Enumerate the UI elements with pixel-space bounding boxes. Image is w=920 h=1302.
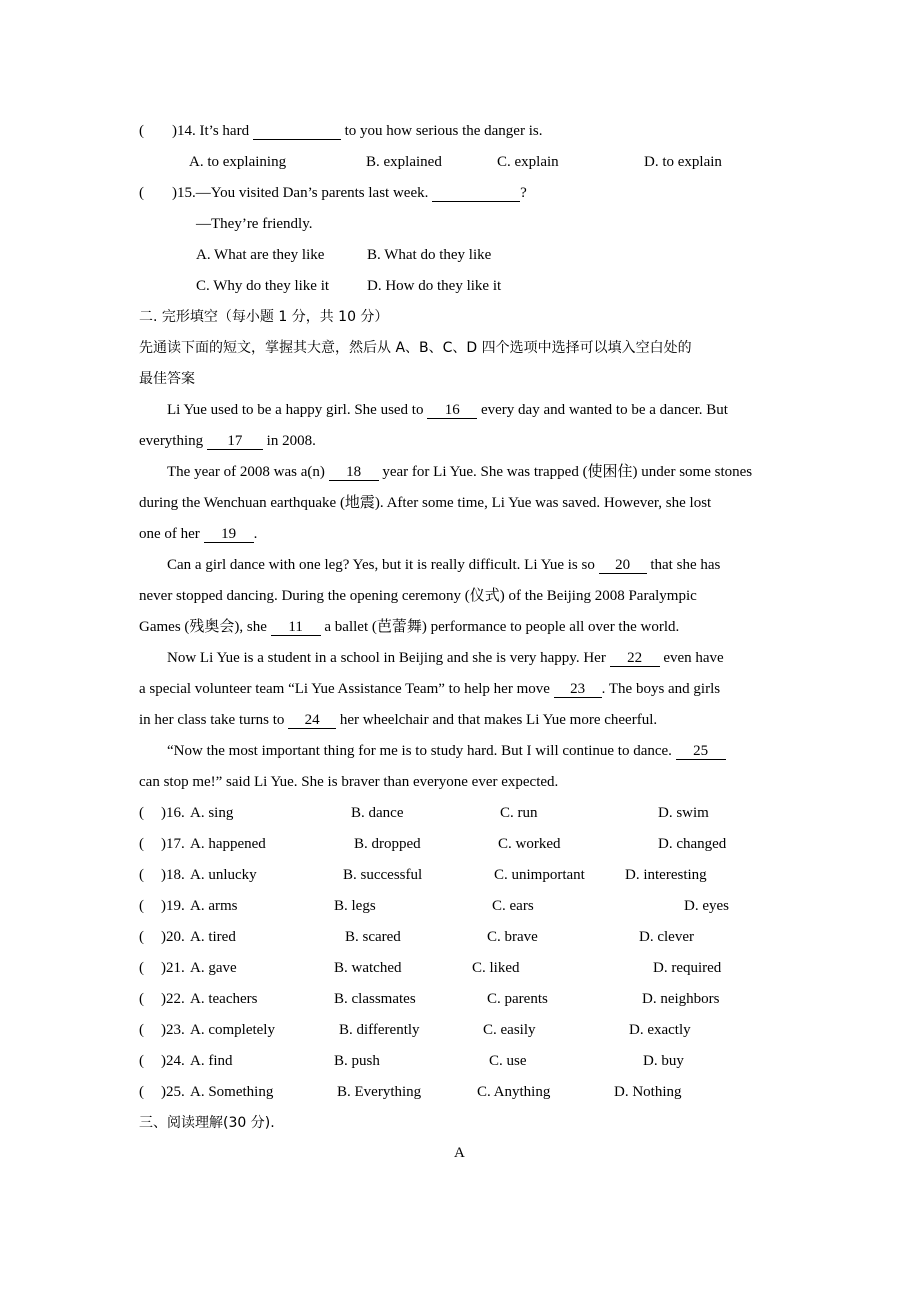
option-c: C. run xyxy=(500,805,538,821)
question-number: )19. xyxy=(161,898,185,914)
answer-paren-close: ) xyxy=(172,123,177,139)
question-number: 15. xyxy=(177,185,196,201)
passage-line xyxy=(167,648,724,668)
option-c: C. liked xyxy=(472,960,520,976)
question-number: 14. xyxy=(177,123,196,139)
passage-text: Now Li Yue is a student in a school in Beijing and she is very happy. Her xyxy=(167,650,606,666)
option-c: C. unimportant xyxy=(494,867,585,883)
question-text: —You visited Dan’s parents last week. xyxy=(195,185,429,201)
q15-reply: —They’re friendly. xyxy=(196,216,313,232)
passage-line: during the Wenchuan earthquake (地震). After some time, Li Yue was saved. However, she lost xyxy=(139,495,712,511)
option-a: A. What are they like xyxy=(196,247,325,263)
option-a: A. gave xyxy=(190,960,237,976)
answer-paren-open: ( xyxy=(139,185,144,201)
option-d: D. swim xyxy=(658,805,709,821)
choice-row-20 xyxy=(139,927,799,947)
option-c: C. Why do they like it xyxy=(196,278,330,294)
cloze-blank-20: 20 xyxy=(599,557,647,574)
passage-text: every day and wanted to be a dancer. But xyxy=(480,402,728,418)
passage-text: a special volunteer team “Li Yue Assistance Team” to help her move xyxy=(139,681,550,697)
choice-row-22 xyxy=(139,989,799,1009)
cloze-blank-25: 25 xyxy=(676,743,726,760)
answer-blank xyxy=(253,123,341,140)
choice-row-16 xyxy=(139,803,799,823)
option-b: B. watched xyxy=(334,960,402,976)
passage-line: can stop me!” said Li Yue. She is braver than everyone ever expected. xyxy=(139,774,559,790)
section-2-instructions: 先通读下面的短文，掌握其大意，然后从 A、B、C、D 四个选项中选择可以填入空白处的 xyxy=(139,340,692,356)
passage-line xyxy=(167,462,752,482)
choice-row-24 xyxy=(139,1051,799,1071)
passage-text: in 2008. xyxy=(266,433,316,449)
option-c: C. brave xyxy=(487,929,538,945)
option-c: C. worked xyxy=(498,836,561,852)
option-b: B. Everything xyxy=(337,1084,422,1100)
passage-text: Games (残奥会), she xyxy=(139,619,267,635)
option-b: B. legs xyxy=(334,898,376,914)
cloze-blank-24: 24 xyxy=(288,712,336,729)
option-a: A. find xyxy=(190,1053,233,1069)
option-c: C. use xyxy=(489,1053,527,1069)
passage-text: The year of 2008 was a(n) xyxy=(167,464,325,480)
passage-text: . xyxy=(253,526,258,542)
section-3-title: 三、阅读理解(30 分). xyxy=(139,1115,275,1131)
option-b: B. differently xyxy=(339,1022,420,1038)
option-b: B. scared xyxy=(345,929,401,945)
option-c: C. explain xyxy=(497,154,559,170)
cloze-blank-21: 11 xyxy=(271,619,321,636)
option-c: C. ears xyxy=(492,898,534,914)
cloze-blank-16: 16 xyxy=(427,402,477,419)
answer-paren-close: ) xyxy=(172,185,177,201)
cloze-blank-17: 17 xyxy=(207,433,263,450)
option-a: A. sing xyxy=(190,805,234,821)
cloze-blank-19: 19 xyxy=(204,526,254,543)
question-15 xyxy=(139,183,527,203)
option-c: C. parents xyxy=(487,991,548,1007)
option-d: D. exactly xyxy=(629,1022,691,1038)
passage-line: never stopped dancing. During the opening ceremony (仪式) of the Beijing 2008 Paralympic xyxy=(139,588,697,604)
question-text: It’s hard xyxy=(199,123,250,139)
option-c: C. Anything xyxy=(477,1084,551,1100)
option-a: A. tired xyxy=(190,929,236,945)
option-d: D. changed xyxy=(658,836,727,852)
answer-paren[interactable]: ( xyxy=(139,1053,144,1069)
passage-text: everything xyxy=(139,433,204,449)
passage-line xyxy=(139,679,720,699)
option-a: A. happened xyxy=(190,836,266,852)
option-a: A. arms xyxy=(190,898,238,914)
option-d: D. neighbors xyxy=(642,991,720,1007)
answer-paren[interactable]: ( xyxy=(139,929,144,945)
answer-paren[interactable]: ( xyxy=(139,1084,144,1100)
passage-text: year for Li Yue. She was trapped (使困住) under some stones xyxy=(382,464,753,480)
question-number: )22. xyxy=(161,991,185,1007)
question-number: )25. xyxy=(161,1084,185,1100)
section-2-title: 二. 完形填空（每小题 1 分，共 10 分） xyxy=(139,309,389,325)
question-number: )24. xyxy=(161,1053,185,1069)
passage-line xyxy=(139,524,257,544)
option-b: B. push xyxy=(334,1053,380,1069)
choice-row-25 xyxy=(139,1082,799,1102)
question-number: )16. xyxy=(161,805,185,821)
passage-text: . The boys and girls xyxy=(601,681,721,697)
question-14 xyxy=(139,121,542,141)
choice-row-23 xyxy=(139,1020,799,1040)
answer-paren[interactable]: ( xyxy=(139,898,144,914)
option-d: D. How do they like it xyxy=(367,278,502,294)
option-b: B. dance xyxy=(351,805,404,821)
question-text: to you how serious the danger is. xyxy=(344,123,543,139)
choice-row-17 xyxy=(139,834,799,854)
choice-row-18 xyxy=(139,865,799,885)
cloze-blank-18: 18 xyxy=(329,464,379,481)
question-number: )23. xyxy=(161,1022,185,1038)
option-b: B. What do they like xyxy=(367,247,492,263)
passage-text: in her class take turns to xyxy=(139,712,285,728)
section-2-instructions-cont: 最佳答案 xyxy=(139,371,195,387)
option-c: C. easily xyxy=(483,1022,536,1038)
q15-options-row2 xyxy=(139,276,799,296)
option-b: B. classmates xyxy=(334,991,416,1007)
section-3-subtitle: A xyxy=(454,1145,465,1161)
question-number: )17. xyxy=(161,836,185,852)
passage-text: Li Yue used to be a happy girl. She used to xyxy=(167,402,424,418)
passage-line xyxy=(167,741,726,761)
option-d: D. to explain xyxy=(644,154,722,170)
answer-paren[interactable]: ( xyxy=(139,836,144,852)
answer-paren[interactable]: ( xyxy=(139,960,144,976)
answer-paren[interactable]: ( xyxy=(139,867,144,883)
option-d: D. buy xyxy=(643,1053,684,1069)
q14-options xyxy=(139,152,799,172)
option-a: A. completely xyxy=(190,1022,275,1038)
option-b: B. dropped xyxy=(354,836,421,852)
option-a: A. teachers xyxy=(190,991,258,1007)
question-mark: ? xyxy=(520,185,527,201)
option-a: A. unlucky xyxy=(190,867,257,883)
passage-text: Can a girl dance with one leg? Yes, but it is really difficult. Li Yue is so xyxy=(167,557,595,573)
option-d: D. Nothing xyxy=(614,1084,682,1100)
option-b: B. successful xyxy=(343,867,423,883)
passage-text: “Now the most important thing for me is to study hard. But I will continue to dance. xyxy=(167,743,672,759)
option-d: D. clever xyxy=(639,929,694,945)
passage-text: a ballet (芭蕾舞) performance to people all over the world. xyxy=(324,619,680,635)
passage-line xyxy=(167,400,728,420)
option-a: A. to explaining xyxy=(189,154,287,170)
answer-paren[interactable]: ( xyxy=(139,805,144,821)
cloze-blank-23: 23 xyxy=(554,681,602,698)
option-d: D. eyes xyxy=(684,898,729,914)
answer-blank xyxy=(432,185,520,202)
passage-text: her wheelchair and that makes Li Yue more cheerful. xyxy=(339,712,658,728)
option-d: D. interesting xyxy=(625,867,707,883)
passage-text: one of her xyxy=(139,526,200,542)
option-a: A. Something xyxy=(190,1084,274,1100)
passage-line xyxy=(167,555,720,575)
cloze-blank-22: 22 xyxy=(610,650,660,667)
passage-line xyxy=(139,431,316,451)
answer-paren-open: ( xyxy=(139,123,144,139)
option-b: B. explained xyxy=(366,154,442,170)
question-number: )18. xyxy=(161,867,185,883)
choice-row-19 xyxy=(139,896,799,916)
passage-text: that she has xyxy=(650,557,721,573)
question-number: )21. xyxy=(161,960,185,976)
option-d: D. required xyxy=(653,960,722,976)
choice-row-21 xyxy=(139,958,799,978)
passage-line xyxy=(139,710,657,730)
answer-paren[interactable]: ( xyxy=(139,991,144,1007)
question-number: )20. xyxy=(161,929,185,945)
passage-line xyxy=(139,617,679,637)
answer-paren[interactable]: ( xyxy=(139,1022,144,1038)
q15-options-row1 xyxy=(139,245,799,265)
passage-text: even have xyxy=(663,650,724,666)
